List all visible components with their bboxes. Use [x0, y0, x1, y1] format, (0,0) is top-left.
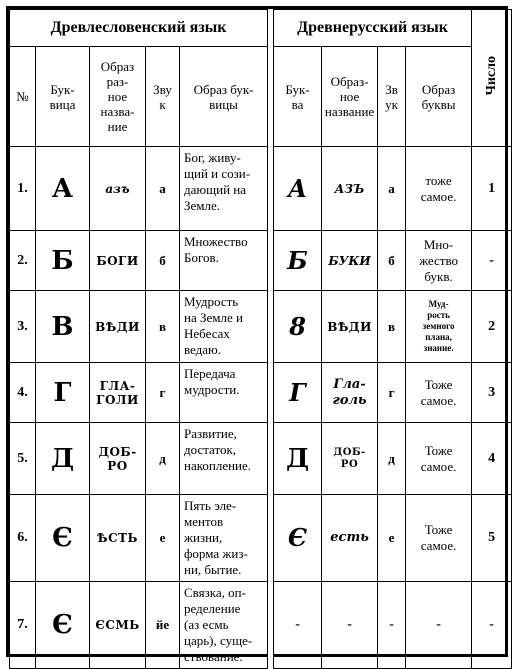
row-number: 4.: [10, 363, 36, 423]
ru-sound: а: [378, 147, 406, 231]
sound: е: [146, 495, 180, 582]
row-number: 2.: [10, 231, 36, 291]
sound: б: [146, 231, 180, 291]
ru-letter-glyph: 8: [274, 291, 322, 363]
bukvitsa-name: ДОБ- РО: [90, 423, 146, 495]
ru-letter-glyph: Б: [274, 231, 322, 291]
ru-meaning: тоже самое.: [406, 147, 472, 231]
bukvitsa-glyph: Є: [36, 582, 90, 669]
header-ru-sound: Зв ук: [378, 47, 406, 147]
ru-meaning: Тоже самое.: [406, 495, 472, 582]
bukvitsa-name: азъ: [90, 147, 146, 231]
meaning: Передача мудрости.: [180, 363, 268, 423]
bukvitsa-name: ЄСМЬ: [90, 582, 146, 669]
row-number: 1.: [10, 147, 36, 231]
table-row: [10, 423, 512, 495]
ru-sound: б: [378, 231, 406, 291]
ru-sound: -: [378, 582, 406, 669]
sound: г: [146, 363, 180, 423]
table-row: [10, 495, 512, 582]
table-row: [10, 582, 512, 669]
number-value: 4: [472, 423, 512, 495]
ru-sound: д: [378, 423, 406, 495]
header-no: №: [10, 47, 36, 147]
ru-letter-name: Гла- голь: [322, 363, 378, 423]
ru-letter-name: ВѢДИ: [322, 291, 378, 363]
ru-letter-glyph: Г: [274, 363, 322, 423]
bukvitsa-name: ГЛА- ГОЛИ: [90, 363, 146, 423]
sound: а: [146, 147, 180, 231]
bukvitsa-glyph: Г: [36, 363, 90, 423]
row-number: 7.: [10, 582, 36, 669]
alphabet-table: [9, 9, 512, 669]
bukvitsa-name: ѢСТЬ: [90, 495, 146, 582]
number-header-label: Число: [483, 56, 499, 96]
number-value: 5: [472, 495, 512, 582]
old-slavonic-title: Древлесловенский язык: [10, 10, 268, 47]
sound: в: [146, 291, 180, 363]
table-row: [10, 147, 512, 231]
number-value: -: [472, 582, 512, 669]
row-number: 5.: [10, 423, 36, 495]
ru-meaning: Тоже самое.: [406, 423, 472, 495]
ru-letter-name: -: [322, 582, 378, 669]
ru-meaning: Мно- жество букв.: [406, 231, 472, 291]
header-bukvitsa: Бук- вица: [36, 47, 90, 147]
bukvitsa-glyph: Д: [36, 423, 90, 495]
bukvitsa-glyph: Б: [36, 231, 90, 291]
sound: йе: [146, 582, 180, 669]
number-value: -: [472, 231, 512, 291]
meaning: Связка, оп- ределение (аз есмь царь), суще- ствование.: [180, 582, 268, 669]
ru-letter-name: БУКИ: [322, 231, 378, 291]
ru-meaning: Муд- рость земного плана, знание.: [406, 291, 472, 363]
number-value: 2: [472, 291, 512, 363]
row-number: 6.: [10, 495, 36, 582]
table-row: [10, 363, 512, 423]
number-value: 3: [472, 363, 512, 423]
header-sound: Зву к: [146, 47, 180, 147]
table-row: [10, 291, 512, 363]
bukvitsa-glyph: Є: [36, 495, 90, 582]
header-letter-image: Образ бук- вицы: [180, 47, 268, 147]
ru-meaning: Тоже самое.: [406, 363, 472, 423]
bukvitsa-glyph: В: [36, 291, 90, 363]
ru-letter-name: есть: [322, 495, 378, 582]
ru-letter-glyph: А: [274, 147, 322, 231]
old-russian-title: Древнерусский язык: [274, 10, 472, 47]
table-row: [10, 231, 512, 291]
header-ru-letter-image: Образ буквы: [406, 47, 472, 147]
number-header: [472, 10, 512, 147]
bukvitsa-name: ВѢДИ: [90, 291, 146, 363]
ru-letter-glyph: Є: [274, 495, 322, 582]
meaning: Мудрость на Земле и Небесах ведаю.: [180, 291, 268, 363]
ru-letter-name: ДОБ- РО: [322, 423, 378, 495]
ru-meaning: -: [406, 582, 472, 669]
meaning: Пять эле- ментов жизни, форма жиз- ни, бытие.: [180, 495, 268, 582]
row-number: 3.: [10, 291, 36, 363]
meaning: Развитие, достаток, накопление.: [180, 423, 268, 495]
sound: д: [146, 423, 180, 495]
ru-sound: в: [378, 291, 406, 363]
bukvitsa-name: БОГИ: [90, 231, 146, 291]
header-image-name: Образ раз- ное назва- ние: [90, 47, 146, 147]
bukvitsa-glyph: А: [36, 147, 90, 231]
meaning: Множество Богов.: [180, 231, 268, 291]
header-letter: Бук- ва: [274, 47, 322, 147]
ru-sound: е: [378, 495, 406, 582]
header-ru-image-name: Образ- ное название: [322, 47, 378, 147]
ru-letter-glyph: -: [274, 582, 322, 669]
ru-sound: г: [378, 363, 406, 423]
number-value: 1: [472, 147, 512, 231]
meaning: Бог, живу- щий и сози- дающий на Земле.: [180, 147, 268, 231]
ru-letter-name: АЗЪ: [322, 147, 378, 231]
ru-letter-glyph: Д: [274, 423, 322, 495]
